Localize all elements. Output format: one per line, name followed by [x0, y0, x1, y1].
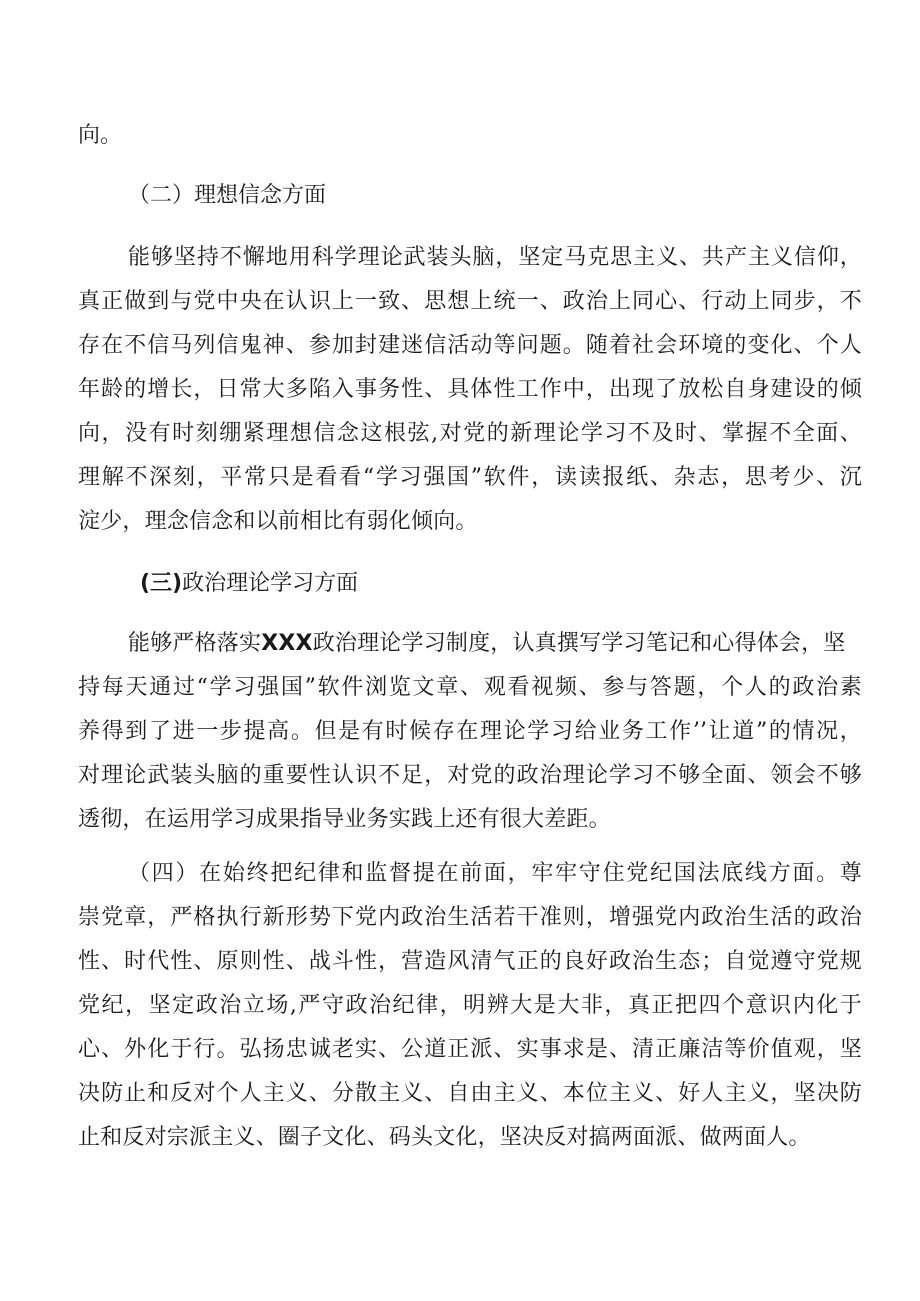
section3-line1-suffix: 政治理论学习制度，认真撰写学习笔记和心得体会，坚 — [312, 631, 846, 656]
section2-line: 淀少，理念信念和以前相比有弱化倾向。 — [78, 509, 478, 534]
section2-line: 能够坚持不懈地用科学理论武装头脑，坚定马克思主义、共产主义信仰， — [128, 245, 862, 270]
section3-line-first — [128, 626, 862, 662]
section4-line: 心、外化于行。弘扬忠诚老实、公道正派、实事求是、清正廉洁等价值观，坚 — [78, 1037, 862, 1062]
section4-line: （四）在始终把纪律和监督提在前面，牢牢守住党纪国法底线方面。尊 — [128, 861, 862, 886]
section3-line: 透彻，在运用学习成果指导业务实践上还有很大差距。 — [78, 807, 611, 832]
section4-line: 崇党章，严格执行新形势下党内政治生活若干准则，增强党内政治生活的政治 — [78, 905, 862, 930]
section3-heading-label: (三) — [140, 571, 183, 596]
section3-line1-bold: XXX — [261, 631, 313, 656]
section3-heading-text: 政治理论学习方面 — [182, 571, 359, 596]
section3-line: 对理论武装头脑的重要性认识不足，对党的政治理论学习不够全面、领会不够 — [78, 763, 862, 788]
section2-line: 理解不深刻，平常只是看看“学习强国”软件，读读报纸、杂志，思考少、沉 — [78, 465, 862, 490]
section4-line: 性、时代性、原则性、战斗性，营造风清气正的良好政治生态；自觉遵守党规 — [78, 949, 862, 974]
section3-line: 持每天通过“学习强国”软件浏览文章、观看视频、参与答题，个人的政治素 — [78, 675, 862, 700]
section3-line: 养得到了进一步提高。但是有时候存在理论学习给业务工作’’让道”的情况， — [78, 719, 862, 744]
section2-line: 存在不信马列信鬼神、参加封建迷信活动等问题。随着社会环境的变化、个人 — [78, 333, 862, 358]
section2-heading: （二）理想信念方面 — [128, 183, 327, 208]
intro-tail-text: 向。 — [78, 123, 123, 148]
section2-line: 真正做到与党中央在认识上一致、思想上统一、政治上同心、行动上同步，不 — [78, 289, 862, 314]
section2-line: 年龄的增长，日常大多陷入事务性、具体性工作中，出现了放松自身建设的倾 — [78, 377, 862, 402]
section3-line1-prefix: 能够严格落实 — [128, 631, 262, 656]
section4-line: 决防止和反对个人主义、分散主义、自由主义、本位主义、好人主义，坚决防 — [78, 1081, 862, 1106]
section4-line: 党纪，坚定政治立场,严守政治纪律，明辨大是大非，真正把四个意识内化于 — [78, 993, 862, 1018]
section2-line: 向，没有时刻绷紧理想信念这根弦,对党的新理论学习不及时、掌握不全面、 — [78, 421, 862, 446]
section3-heading — [140, 566, 358, 602]
section4-line: 止和反对宗派主义、圈子文化、码头文化，坚决反对搞两面派、做两面人。 — [78, 1125, 811, 1150]
